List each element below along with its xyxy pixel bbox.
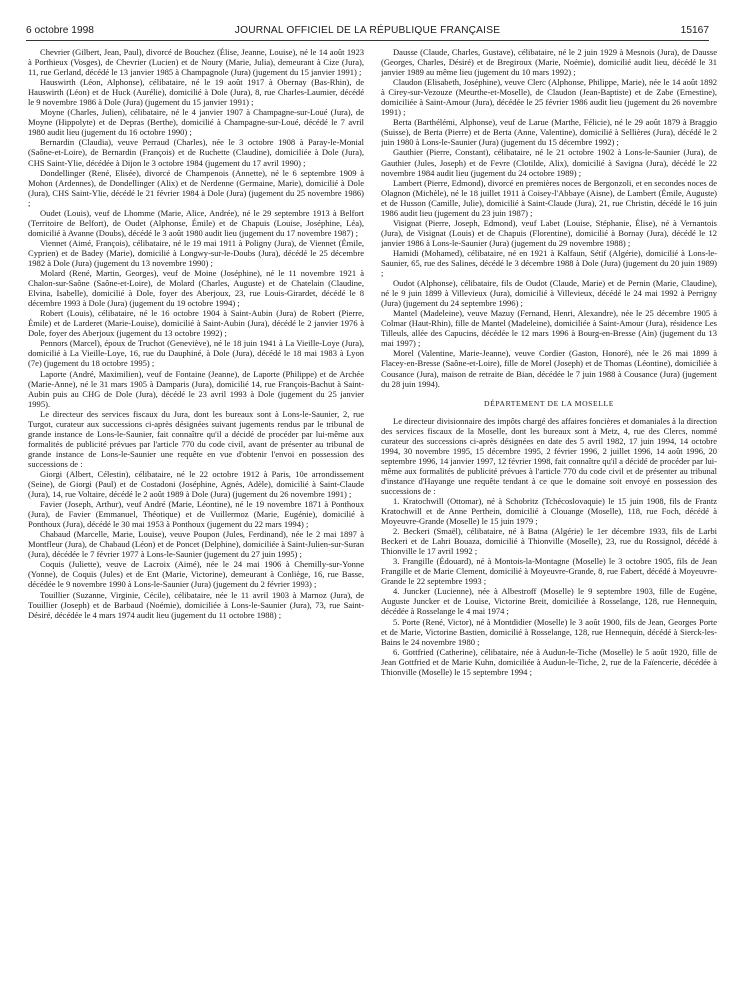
- notice-paragraph: Morel (Valentine, Marie-Jeanne), veuve Cordier (Gaston, Honoré), née le 26 mai 1899 à Flacey-en-Bresse (Saône-et-Loire), fille de Morel (Joseph) et de Thomas (Léontine), domiciliée à Cousance (Jura), maison de retraite de Bian, décédée le 7 juin 1988 à Cousance (Jura) (jugement du 28 juin 1994).: [381, 348, 717, 389]
- notice-paragraph: Hamidi (Mohamed), célibataire, né en 1921 à Kalfaun, Sétif (Algérie), domicilié à Lons-le-Saunier, 65, rue des Salines, décédé le 3 décembre 1988 à Dole (Jura) (jugement du 20 juin 1989) ;: [381, 247, 717, 279]
- notice-paragraph: Giorgi (Albert, Célestin), célibataire, né le 22 octobre 1912 à Paris, 10e arrondissement (Seine), de Giorgi (Paul) et de Costadoni (Joséphine, Agnès, Adèle), domicilié à Saint-Claude (Jura), 14, rue Voltaire, décédé le 2 août 1989 à Dole (Jura) (jugement du 26 novembre 1991) ;: [28, 468, 364, 500]
- notice-paragraph: Pennors (Marcel), époux de Truchot (Geneviève), né le 18 juin 1941 à La Vieille-Loye (Jura), domicilié à La Vieille-Loye, 16, rue du Dauphiné, à Dole (Jura), décédé le 18 mai 1983 à Lyon (7e) (jugement du 18 octobre 1995) ;: [28, 338, 364, 369]
- notice-paragraph: Molard (René, Martin, Georges), veuf de Moine (Joséphine), né le 11 novembre 1921 à Chalon-sur-Saône (Saône-et-Loire), de Molard (Charles, Auguste) et de Chatelain (Claudine, Elvina, Isabelle), domicilié à Dole, foyer des Aberjoux, 23, rue Louis-Girardet, décédé le 8 décembre 1993 à Dole (Jura) (jugement du 19 octobre 1994) ;: [28, 268, 364, 309]
- notice-paragraph: Laporte (André, Maximilien), veuf de Fontaine (Jeanne), de Laporte (Philippe) et de Archée (Marie-Anne), né le 31 mars 1905 à Damparis (Jura), domicilié 14, rue François-Bachut à Saint-Aubin puis au CHG de Dole (Jura), décédé le 23 avril 1993 à Dole (jugement du 25 janvier 1995).: [28, 368, 364, 409]
- notice-paragraph: 1. Kratochwill (Ottomar), né à Schobritz (Tchécoslovaquie) le 15 juin 1908, fils de Frantz Kratochwill et de Anne Perthein, domicilié à Clouange (Moselle), 118, rue Foch, décédé à Moyeuvre-Grande (Moselle) le 15 juin 1979 ;: [381, 495, 717, 527]
- notice-paragraph: Dondellinger (René, Elisée), divorcé de Champenois (Annette), né le 6 septembre 1909 à Mohon (Ardennes), de Dondellinger (Alix) et de Nerdenne (Germaine, Marie), domicilié à Dole (Jura), CHS Saint-Ylie, décédé le 21 février 1984 à Dole (Jura) (jugement du 25 novembre 1986) ;: [28, 167, 364, 208]
- notice-paragraph: Berta (Barthélémi, Alphonse), veuf de Larue (Marthe, Félicie), né le 29 août 1879 à Braggio (Suisse), de Berta (Pierre) et de Berta (Anne, Valentine), domicilié à Sellières (Jura), décédé le 2 juin 1980 à Lons-le-Saunier (Jura) (jugement du 15 décembre 1992) ;: [381, 117, 717, 148]
- notice-paragraph: Le directeur divisionnaire des impôts chargé des affaires foncières et domaniales à la direction des services fiscaux de la Moselle, dont les bureaux sont à Metz, 4, rue des Clercs, nommé curateur des successions ci-après désignées en date des 5 avril 1982, 17 juin 1994, 14 octobre 1994, 30 novembre 1995, 15 décembre 1995, 2 février 1996, 2 juillet 1996, 14 août 1996, 20 septembre 1996, 14 janvier 1997, 12 février 1998, fait connaître qu'il a décidé de procéder par lui-même aux formalités de publicité prévues à l'article 770 du code civil et de présenter au tribunal d'instance d'Hayange une requête tendant à ce que le domaine soit envoyé en possession des successions de :: [381, 415, 717, 496]
- notice-paragraph: Dausse (Claude, Charles, Gustave), célibataire, né le 2 juin 1929 à Mesnois (Jura), de Dausse (Georges, Charles, Désiré) et de Bregiroux (Marie, Noémie), domicilié audit lieu, décédé le 31 janvier 1989 au même lieu (jugement du 10 mars 1992) ;: [381, 47, 717, 78]
- journal-title: JOURNAL OFFICIEL DE LA RÉPUBLIQUE FRANÇAISE: [234, 25, 501, 36]
- notice-paragraph: Viennet (Aimé, François), célibataire, né le 19 mai 1911 à Poligny (Jura), de Viennet (Émile, Cyprien) et de Badey (Marie), domicilié à Longwy-sur-le-Doubs (Jura), décédé le 25 décembre 1982 à Dole (Jura) (jugement du 13 novembre 1990) ;: [28, 237, 364, 268]
- notice-paragraph: Chabaud (Marcelle, Marie, Louise), veuve Poupon (Jules, Ferdinand), née le 2 mai 1897 à Montfleur (Jura), de Chabaud (Léon) et de Poncet (Delphine), domiciliée à Saint-Julien-sur-Suran (Jura), décédée le 7 février 1977 à Lons-le-Saunier (jugement du 27 juin 1995) ;: [28, 529, 364, 560]
- notice-paragraph: Gauthier (Pierre, Constant), célibataire, né le 21 octobre 1902 à Lons-le-Saunier (Jura), de Gauthier (Jules, Joseph) et de Fevre (Clotilde, Alix), domicilié à Savigna (Jura), décédé le 22 novembre 1984 audit lieu (jugement du 24 octobre 1989) ;: [381, 147, 717, 178]
- page-header: [26, 22, 709, 41]
- notice-paragraph: Mantel (Madeleine), veuve Mazuy (Fernand, Henri, Alexandre), née le 25 décembre 1905 à Colmar (Haut-Rhin), fille de Mantel (Madeleine), domiciliée à Saint-Amour (Jura), résidence Les Tilleuls, allée des Capucins, décédée le 12 mars 1996 à Bourg-en-Bresse (Ain) (jugement du 13 mai 1997) ;: [381, 308, 717, 349]
- notice-paragraph: Robert (Louis), célibataire, né le 16 octobre 1904 à Saint-Aubin (Jura) de Robert (Pierre, Émile) et de Larderet (Marie-Louise), domicilié à Saint-Aubin (Jura), décédé le 2 janvier 1976 à Dole, foyer des Aberjoux (jugement du 13 octobre 1992) ;: [28, 308, 364, 339]
- notice-paragraph: Touillier (Suzanne, Virginie, Cécile), célibataire, née le 11 avril 1903 à Marnoz (Jura), de Touillier (Joseph) et de Barbaud (Noémie), domiciliée à Lons-le-Saunier (Jura), 73, rue Saint-Désiré, décédée le 4 mars 1974 audit lieu (jugement du 11 octobre 1988) ;: [28, 589, 364, 620]
- notice-paragraph: 5. Porte (René, Victor), né à Montdidier (Moselle) le 3 août 1900, fils de Jean, Georges Porte et de Marie, Victorine Bastien, domicilié à Rosselange, 128, rue Hennequin, décédé à Sierck-les-Bains le 24 novembre 1980 ;: [381, 616, 717, 647]
- notice-paragraph: Bernardin (Claudia), veuve Perraud (Charles), née le 3 octobre 1908 à Paray-le-Monial (Saône-et-Loire), de Bernardin (François) et de Ruchette (Claudine), domiciliée à Dole (Jura), CHS Saint-Ylie, décédée à Dijon le 3 octobre 1984 (jugement du 17 avril 1990) ;: [28, 137, 364, 168]
- section-heading: DÉPARTEMENT DE LA MOSELLE: [484, 398, 614, 408]
- notice-paragraph: 6. Gottfried (Catherine), célibataire, née à Audun-le-Tiche (Moselle) le 5 août 1920, fille de Jean Gottfried et de Marie Kuhn, domiciliée à Audun-le-Tiche, 2, rue de la Faïencerie, décédée à Thionville (Moselle) le 15 septembre 1994 ;: [381, 646, 717, 677]
- notice-paragraph: Favier (Joseph, Arthur), veuf André (Marie, Léontine), né le 19 novembre 1871 à Ponthoux (Jura), de Favier (Emmanuel, Théotique) et de Vuillermoz (Marie, Eugénie), domicilié à Ponthoux (Jura), décédé le 30 mai 1953 à Ponthoux (jugement du 22 mars 1994) ;: [28, 499, 364, 530]
- notice-paragraph: Lambert (Pierre, Edmond), divorcé en premières noces de Bergonzoli, et en secondes noces de Olagnon (Michèle), né le 18 juillet 1911 à Coisey-l'Abbaye (Aisne), de Lambert (Émile, Auguste) et de Husson (Camille, Julie), domicilié à Saint-Claude (Jura), 21, rue Christin, décédé le 16 juin 1986 audit lieu (jugement du 23 juin 1987) ;: [381, 177, 717, 218]
- notice-paragraph: 2. Beckeri (Smaël), célibataire, né à Batna (Algérie) le 1er décembre 1933, fils de Larbi Beckeri et de Lahri Bouaza, domicilié à Thionville (Moselle), 23, rue du Rossignol, décédé à Thionville le 17 avril 1992 ;: [381, 526, 717, 557]
- notice-paragraph: 3. Frangille (Édouard), né à Montois-la-Montagne (Moselle) le 3 octobre 1905, fils de Jean Frangille et de Marie Clement, domicilié à Moyeuvre-Grande, 8, rue Fabert, décédé à Moyeuvre-Grande le 22 septembre 1993 ;: [381, 556, 717, 587]
- notice-paragraph: Oudet (Louis), veuf de Lhomme (Marie, Alice, Andrée), né le 29 septembre 1913 à Belfort (Territoire de Belfort), de Oudet (Alphonse, Émile) et de Chapuis (Louise, Joséphine, Léa), domicilié à Avanne (Doubs), décédé le 3 août 1980 audit lieu (jugement du 17 novembre 1987) ;: [28, 207, 364, 238]
- notice-paragraph: Moyne (Charles, Julien), célibataire, né le 4 janvier 1907 à Champagne-sur-Loué (Jura), de Moyne (Hippolyte) et de Depras (Berthe), domicilié à Champagne-sur-Loué, décédé le 7 avril 1980 audit lieu (jugement du 16 octobre 1990) ;: [28, 107, 364, 138]
- page-number: 15167: [680, 25, 709, 36]
- notice-paragraph: Chevrier (Gilbert, Jean, Paul), divorcé de Bouchez (Élise, Jeanne, Louise), né le 14 août 1923 à Porthieux (Vosges), de Chevrier (Lucien) et de Noury (Marie, Julia), demeurant à Cize (Jura), 11, rue Gerland, décédé le 13 janvier 1985 à Champagnole (Jura) (jugement du 15 janvier 1991) ;: [28, 47, 364, 78]
- notice-paragraph: Claudon (Elisabeth, Joséphine), veuve Clerc (Alphonse, Philippe, Marie), née le 14 août 1892 à Cirey-sur-Vezouze (Meurthe-et-Moselle), de Claudon (Jean-Baptiste) et de Zabe (Ernestine), domiciliée à Saint-Amour (Jura), décédée le 25 février 1986 audit lieu (jugement du 26 novembre 1991) ;: [381, 77, 717, 118]
- header-date: 6 octobre 1998: [26, 25, 94, 36]
- left-column: [28, 47, 364, 977]
- notice-paragraph: 4. Juncker (Lucienne), née à Albestroff (Moselle) le 9 septembre 1903, fille de Eugène, Auguste Juncker et de Louise, Victorine Breit, domiciliée à Rosselange, 128, rue Hennequin, décédée à Rosselange le 4 mai 1974 ;: [381, 586, 717, 617]
- notice-paragraph: Oudot (Alphonse), célibataire, fils de Oudot (Claude, Marie) et de Pernin (Marie, Claudine), né le 9 juin 1899 à Villevieux (Jura), domicilié à Villevieux, décédé le 24 mai 1992 à Perrigny (Jura) (jugement du 24 septembre 1996) ;: [381, 278, 717, 309]
- notice-paragraph: Hauswirth (Léon, Alphonse), célibataire, né le 19 août 1917 à Obernay (Bas-Rhin), de Hauswirth (Léon) et de Huck (Aurélie), domicilié à Dole (Jura), 8, rue Charles-Laumier, décédé le 9 novembre 1986 à Dole (Jura) (jugement du 15 janvier 1991) ;: [28, 77, 364, 108]
- notice-paragraph: Coquis (Juliette), veuve de Lacroix (Aimé), née le 24 mai 1906 à Chemilly-sur-Yonne (Yonne), de Coquis (Jules) et de Ent (Marie, Victorine), demeurant à Conliège, 16, rue Basse, décédée le 9 novembre 1990 à Lons-le-Saunier (Jura) (jugement du 2 février 1993) ;: [28, 559, 364, 590]
- right-column: [381, 47, 717, 977]
- notice-paragraph: Le directeur des services fiscaux du Jura, dont les bureaux sont à Lons-le-Saunier, 2, rue Turgot, curateur aux successions ci-après désignées suivant jugements rendus par le tribunal de grande instance de Lons-le-Saunier, fait connaître qu'il a décidé de procéder par lui-même aux formalités de publicité prévues par l'article 770 du code civil, avant de présenter au tribunal de grande instance de Lons-le-Saunier une requête en vue d'obtenir l'envoi en possession des successions de :: [28, 408, 364, 469]
- notice-paragraph: Visignat (Pierre, Joseph, Edmond), veuf Labet (Louise, Stéphanie, Élise), né à Vernantois (Jura), de Visignat (Louis) et de Chapuis (Florentine), domicilié à Bornay (Jura), décédé le 12 janvier 1986 à Lons-le-Saunier (Jura) (jugement du 29 novembre 1988) ;: [381, 217, 717, 248]
